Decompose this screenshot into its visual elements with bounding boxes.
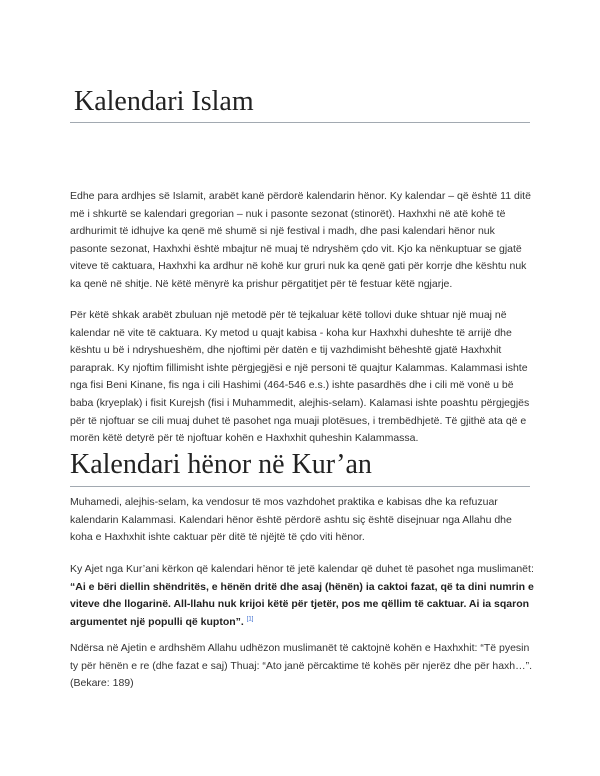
- reference-link[interactable]: [1]: [246, 616, 254, 623]
- ajet-quote: “Ai e bëri diellin shëndritës, e hënën dritë dhe asaj (hënën) ia caktoi fazat, që ta dini numrin e viteve dhe llogarinë. All-llahu nuk krijoi këtë për tjetër, pos me qëllim të caktuar. Ai ia sqaron argumentet një populli që kupton”.: [70, 580, 534, 628]
- paragraph-kabisa: Për këtë shkak arabët zbuluan një metodë për të tejkaluar këtë tollovi duke shtuar një muaj në kalendar në vite të caktuara. Ky metod u quajt kabisa - koha kur Haxhxhi duheshte të arrijë dhe kështu u bë i ndryshueshëm, dhe njoftimi për datën e tij vazhdimisht bëheshtë gjatë Haxhxhit paraprak. Ky njoftim fillimisht ishte përgjegjësi e një personi të quajtur Kalammas. Kalammasi ishte nga fisi Beni Kinane, fis nga i cili Hashimi (464-546 e.s.) ishte pasardhës dhe i cili më vonë u bë baba (kryeplak) i fisit Kurejsh (fisi i Muhammedit, alejhis-selam). Kalamasi ishte poashtu përgjegjës për të njoftuar se cili muaj duhet të pasohet nga muaji plotësues, i trembëdhjetë. Të gjithë ata që e morën këtë detyrë për të njoftuar kohën e Haxhxhit quheshin Kalammassa.: [70, 309, 530, 445]
- ajet-intro-text: Ky Ajet nga Kur’ani kërkon që kalendari hënor të jetë kalendar që duhet të pasohet nga muslimanët:: [70, 563, 534, 575]
- paragraph-ajet: [70, 561, 535, 631]
- page-title: Kalendari Islam: [74, 86, 254, 117]
- paragraph-haxh: Ndërsa në Ajetin e ardhshëm Allahu udhëzon muslimanët të caktojnë kohën e Haxhxhit: “Të pyesin ty për hënën e re (dhe fazat e saj) Thuaj: “Ato janë përcaktime të kohës për njerëz dhe për haxh…”. (Bekare: 189): [70, 642, 533, 690]
- paragraph-muhamedi: Muhamedi, alejhis-selam, ka vendosur të mos vazhdohet praktika e kabisas dhe ka refuzuar kalendarin Kalammasi. Kalendari hënor është përdorë ashtu siç është disejnuar nga Allahu dhe koha e Haxhxhit ishte caktuar për ditë të njëjtë të çdo viti hënor.: [70, 496, 512, 544]
- section-heading: Kalendari hënor në Kur’an: [70, 449, 372, 480]
- section-divider: [70, 486, 530, 487]
- paragraph-intro: Edhe para ardhjes së Islamit, arabët kanë përdorë kalendarin hënor. Ky kalendar – që është 11 ditë më i shkurtë se kalendari gregorian – nuk i pasonte sezonat (stinorët). Haxhxhi në atë kohë të ardhurimit të idhujve ka qenë më shumë si një festival i madh, dhe pasi kalendari hënor nuk pasonte sezonat, Haxhxhi është mbajtur në muaj të ndryshëm çdo vit. Kjo ka nënkuptuar se gjatë viteve të caktuara, Haxhxhi ka ardhur në kohë kur gruri nuk ka qenë gati për korrje dhe kështu nuk ka qenë në shitje. Në këtë mënyrë ka prishur përgatitjet për të festuar këtë ngjarje.: [70, 190, 531, 290]
- title-divider: [70, 122, 530, 123]
